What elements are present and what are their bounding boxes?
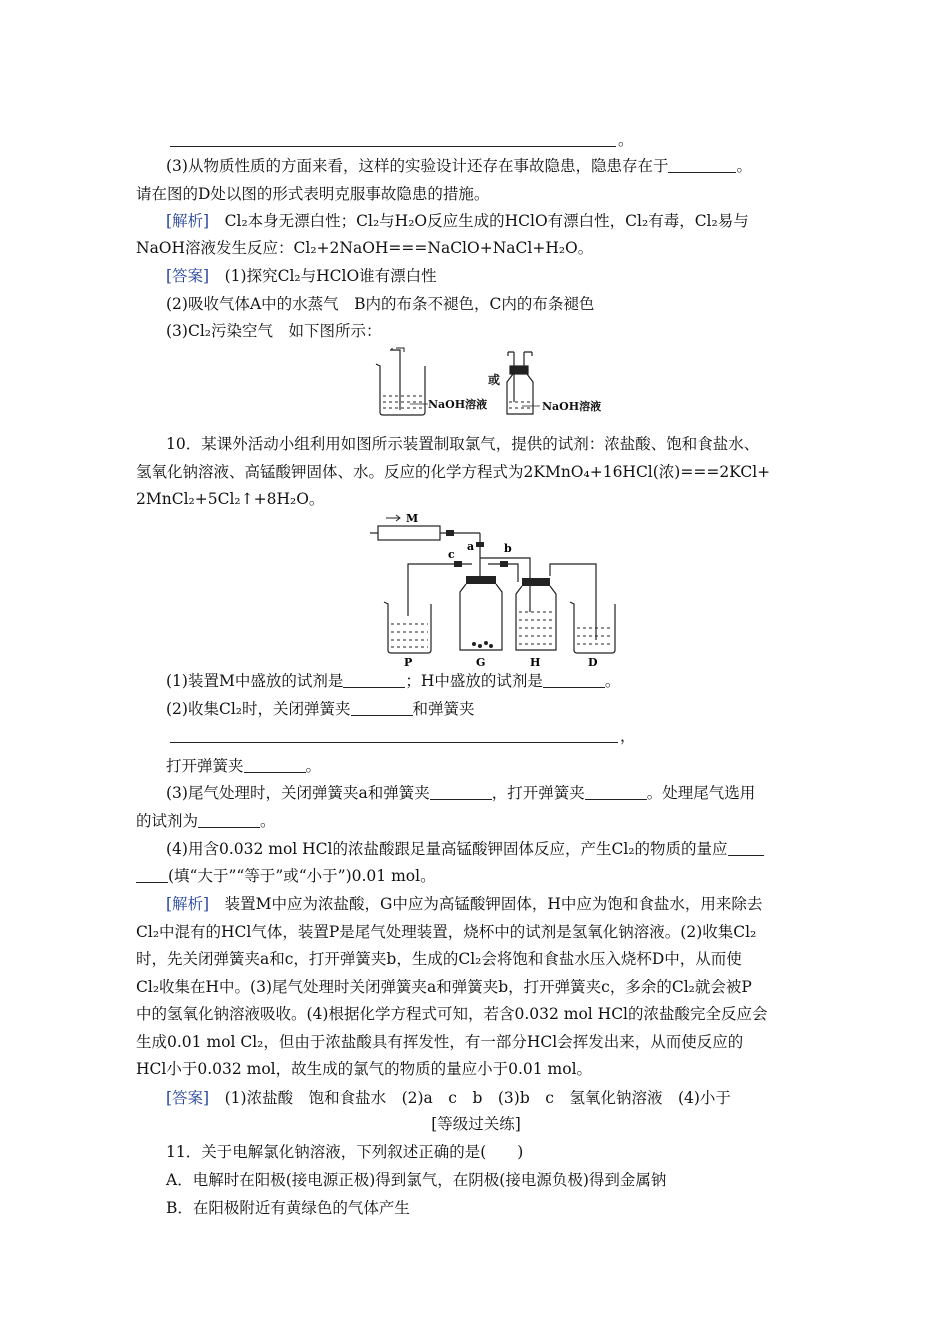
q10-part3-blank3[interactable] <box>198 813 260 828</box>
q10-part2-b-end: 。 <box>305 757 322 775</box>
q10-part1-mid: ；H中盛放的试剂是 <box>405 672 543 690</box>
q10-part4 <box>166 839 846 859</box>
q10-part2-blank2[interactable] <box>170 742 618 743</box>
q10-part4-b-text: (填“大于”“等于”或“小于”)0.01 mol。 <box>168 867 436 885</box>
q10-part1 <box>166 671 846 691</box>
analysis-tag: [解析] <box>166 895 210 913</box>
q10-stem-line3: 2MnCl₂+5Cl₂↑+8H₂O。 <box>136 490 325 508</box>
answer-tag: [答案] <box>166 267 210 285</box>
q10-answer <box>166 1088 846 1108</box>
naoh-absorption-figure <box>370 346 620 418</box>
q9-part3-blank[interactable] <box>668 158 736 173</box>
label-c: c <box>448 548 455 561</box>
chlorine-apparatus-figure <box>370 512 620 668</box>
label-p: P <box>404 656 413 668</box>
q10-part2-blank3[interactable] <box>244 758 306 773</box>
q10-part2-comma: ， <box>620 727 636 745</box>
q10-part2 <box>166 699 846 719</box>
q9-analysis-line2: NaOH溶液发生反应：Cl₂+2NaOH===NaClO+NaCl+H₂O。 <box>136 239 594 257</box>
q10-part2-blank1[interactable] <box>351 701 413 716</box>
q10-part2-b <box>166 756 846 776</box>
q10-answer-text: (1)浓盐酸 饱和食盐水 (2)a c b (3)b c 氢氧化钠溶液 (4)小于 <box>224 1089 731 1107</box>
bottle-h-icon <box>516 586 556 650</box>
q10-part4-blank[interactable] <box>728 841 764 856</box>
label-g: G <box>476 656 486 668</box>
q10-part3 <box>166 783 846 803</box>
q10-stem-line1: 10．某课外活动小组利用如图所示装置制取氯气，提供的试剂：浓盐酸、饱和食盐水、 <box>166 435 760 453</box>
q10-part1-text: (1)装置M中盛放的试剂是 <box>166 672 344 690</box>
q9-part3 <box>166 156 846 176</box>
q9-answer-line1 <box>166 266 846 286</box>
label-h: H <box>530 656 541 668</box>
q9-analysis-text1: Cl₂本身无漂白性；Cl₂与H₂O反应生成的HClO有漂白性，Cl₂有毒，Cl₂易与 <box>224 212 749 230</box>
q10-part3-b-end: 。 <box>260 812 276 830</box>
q9-answer-line3: (3)Cl₂污染空气 如下图所示： <box>166 322 382 340</box>
q11-stem: 11．关于电解氯化钠溶液，下列叙述正确的是( ) <box>166 1143 524 1161</box>
q10-analysis-text1: 装置M中应为浓盐酸，G中应为高锰酸钾固体，H中应为饱和食盐水，用来除去 <box>224 895 763 913</box>
q10-part3-text: (3)尾气处理时，关闭弹簧夹a和弹簧夹 <box>166 784 430 802</box>
q10-analysis-line2: Cl₂中混有的HCl气体，装置P是尾气处理装置，烧杯中的试剂是氢氧化钠溶液。(2)收集Cl₂ <box>136 923 757 941</box>
q9-part3-text: (3)从物质性质的方面来看，这样的实验设计还存在事故隐患，隐患存在于 <box>166 157 669 175</box>
section-title: [等级过关练] <box>431 1115 521 1133</box>
q10-part3-mid2: 。处理尾气选用 <box>646 784 756 802</box>
q10-part3-mid: ，打开弹簧夹 <box>491 784 585 802</box>
q10-analysis-line3: 时，先关闭弹簧夹a和c，打开弹簧夹b，生成的Cl₂会将饱和食盐水压入烧杯D中，从而使 <box>136 950 742 968</box>
q10-part1-blank2[interactable] <box>543 673 605 688</box>
q10-analysis-line4: Cl₂收集在H中。(3)尾气处理时关闭弹簧夹a和弹簧夹b，打开弹簧夹c，多余的Cl₂就会被P <box>136 978 752 996</box>
q9-analysis-line1 <box>166 211 846 231</box>
q9-answer-text1: (1)探究Cl₂与HClO谁有漂白性 <box>224 267 437 285</box>
clamp-b-icon <box>500 561 508 567</box>
naoh-label-2: NaOH溶液 <box>542 400 602 413</box>
gas-bottle-icon <box>507 352 533 414</box>
clamp-a-icon <box>476 542 484 547</box>
q10-part2-text: (2)收集Cl₂时，关闭弹簧夹 <box>166 700 351 718</box>
q9-part3-b: 请在图的D处以图的形式表明克服事故隐患的措施。 <box>136 185 490 203</box>
q10-analysis-line6: 生成0.01 mol Cl₂，但由于浓盐酸具有挥发性，有一部分HCl会挥发出来，从而使反应的 <box>136 1033 744 1051</box>
q9-part3-end: 。 <box>736 157 752 175</box>
label-b: b <box>504 542 512 555</box>
q10-analysis-line5: 中的氢氧化钠溶液吸收。(4)根据化学方程式可知，若含0.032 mol HCl的浓盐酸完全反应会 <box>136 1005 768 1023</box>
answer-tag: [答案] <box>166 1089 210 1107</box>
q11-option-b[interactable]: B．在阳极附近有黄绿色的气体产生 <box>166 1199 410 1217</box>
q10-stem-line2: 氢氧化钠溶液、高锰酸钾固体、水。反应的化学方程式为2KMnO₄+16HCl(浓)===2KCl+ <box>136 463 771 481</box>
q10-part2-b-text: 打开弹簧夹 <box>166 757 244 775</box>
sentence-end-mark: 。 <box>618 131 634 149</box>
or-label: 或 <box>488 373 501 387</box>
q10-part2-mid: 和弹簧夹 <box>412 700 475 718</box>
q10-part1-end: 。 <box>604 672 621 690</box>
q9-answer-line2: (2)吸收气体A中的水蒸气 B内的布条不褪色，C内的布条褪色 <box>166 295 595 313</box>
q10-part1-blank1[interactable] <box>343 673 405 688</box>
q10-part4-text: (4)用含0.032 mol HCl的浓盐酸跟足量高锰酸钾固体反应，产生Cl₂的物质的量应 <box>166 840 728 858</box>
label-a: a <box>467 540 475 553</box>
funnel-m-icon <box>378 526 440 540</box>
q10-part3-b-text: 的试剂为 <box>136 812 199 830</box>
analysis-tag: [解析] <box>166 212 210 230</box>
naoh-label-1: NaOH溶液 <box>428 398 488 411</box>
q10-part3-b <box>136 811 816 831</box>
clamp-c-icon <box>454 561 462 567</box>
q10-part3-blank1[interactable] <box>430 785 492 800</box>
answer-blank-line-top[interactable] <box>170 146 616 147</box>
q10-part3-blank2[interactable] <box>585 785 647 800</box>
q10-part4-b <box>136 866 816 886</box>
label-m: M <box>406 512 419 525</box>
q10-part4-blank-cont[interactable] <box>136 868 168 883</box>
label-d: D <box>588 656 598 668</box>
bottle-g-icon <box>460 584 502 650</box>
q10-analysis-line7: HCl小于0.032 mol，故生成的氯气的物质的量应小于0.01 mol。 <box>136 1060 593 1078</box>
q11-option-a[interactable]: A．电解时在阳极(接电源正极)得到氯气，在阴极(接电源负极)得到金属钠 <box>166 1171 667 1189</box>
q10-analysis-line1 <box>166 894 846 914</box>
